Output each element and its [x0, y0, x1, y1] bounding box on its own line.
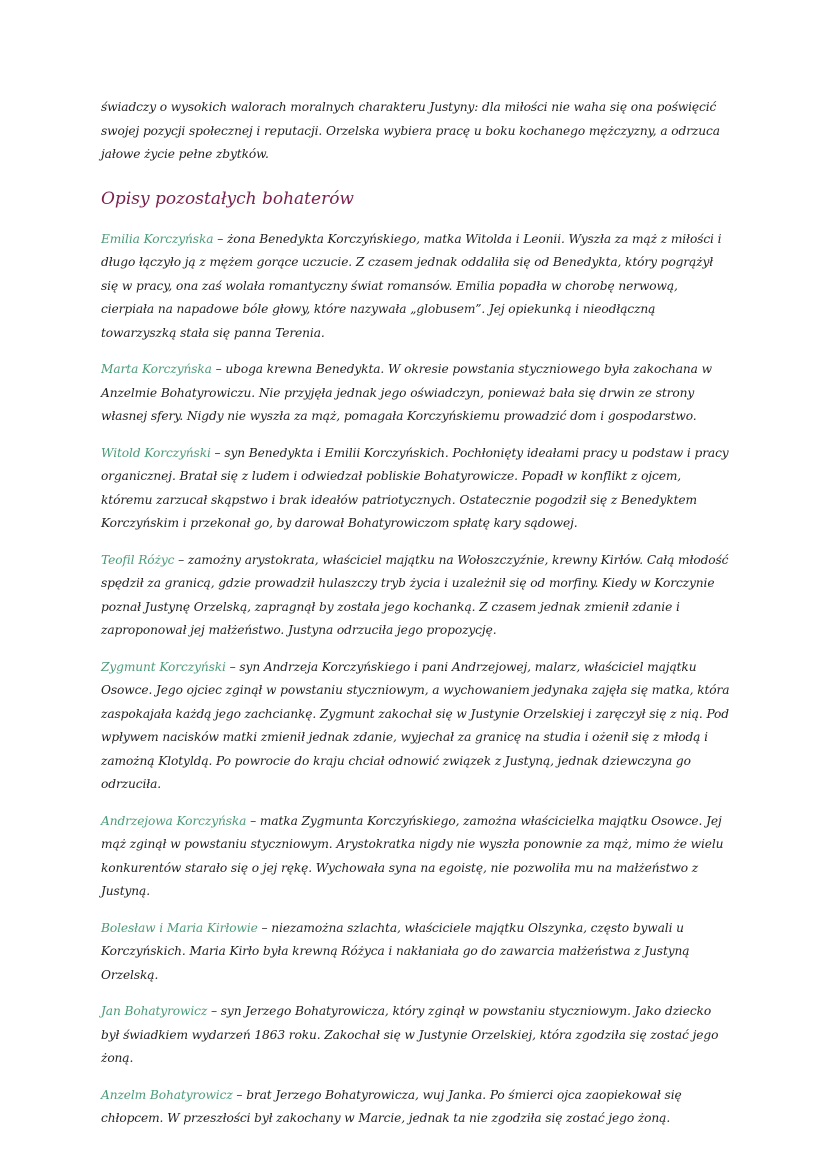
character-description: – niezamożna szlachta, właściciele majątku Olszynka, często bywali u Korczyńskich. Maria Kirło była krewną Różyca i nakłaniała go do zawarcia małżeństwa z Justyną Orzelską.	[101, 920, 690, 982]
character-name: Anzelm Bohatyrowicz	[101, 1087, 233, 1102]
character-description: – syn Jerzego Bohatyrowicza, który zginął w powstaniu styczniowym. Jako dziecko był świadkiem wydarzeń 1863 roku. Zakochał się w Justynie Orzelskiej, która zgodziła się zostać jego żoną.	[101, 1004, 719, 1065]
character-description: – zamożny arystokrata, właściciel majątku na Wołoszczyźnie, krewny Kirłów. Całą młodość spędził za granicą, gdzie prowadził hulaszczy tryb życia i uzależnił się od morfiny. Kiedy w Korczynie poznał Justynę Orzelską, zapragnął by została jego kochanką. Z czasem jednak zmienił zdanie i zaproponował jej małżeństwo. Justyna odrzuciła jego propozycję.	[101, 552, 729, 637]
character-name: Andrzejowa Korczyńska	[101, 813, 247, 828]
character-entry	[101, 549, 731, 643]
character-entry	[101, 442, 731, 536]
character-entry	[101, 228, 731, 346]
character-entry	[101, 1000, 731, 1071]
character-description: – uboga krewna Benedykta. W okresie powstania styczniowego była zakochana w Anzelmie Bohatyrowiczu. Nie przyjęła jednak jego oświadczyn, ponieważ bała się drwin ze strony własnej sfery. Nigdy nie wyszła za mąż, pomagała Korczyńskiemu prowadzić dom i gospodarstwo.	[101, 362, 712, 423]
character-entry	[101, 1084, 731, 1131]
character-name: Emilia Korczyńska	[101, 231, 214, 246]
character-description: – brat Jerzego Bohatyrowicza, wuj Janka. Po śmierci ojca zaopiekował się chłopcem. W przeszłości był zakochany w Marcie, jednak ta nie zgodziła się zostać jego żoną.	[101, 1087, 682, 1125]
character-entry	[101, 810, 731, 904]
intro-paragraph: świadczy o wysokich walorach moralnych charakteru Justyny: dla miłości nie waha się ona poświęcić swojej pozycji społecznej i reputacji. Orzelska wybiera pracę u boku kochanego mężczyzny, a odrzuca jałowe życie pełne zbytków.	[101, 100, 720, 161]
character-description: – żona Benedykta Korczyńskiego, matka Witolda i Leonii. Wyszła za mąż z miłości i długo łączyło ją z mężem gorące uczucie. Z czasem jednak oddaliła się od Benedykta, który pogrążył się w pracy, ona zaś wolała romantyczny świat romansów. Emilia popadła w chorobę nerwową, cierpiała na napadowe bóle głowy, które nazywała „globusem”. Jej opiekunką i nieodłączną towarzyszką stała się panna Terenia.	[101, 231, 722, 340]
character-name: Zygmunt Korczyński	[101, 659, 226, 674]
document-page	[101, 96, 731, 1144]
character-name: Marta Korczyńska	[101, 362, 212, 376]
character-description: – syn Andrzeja Korczyńskiego i pani Andrzejowej, malarz, właściciel majątku Osowce. Jego ojciec zginął w powstaniu styczniowym, a wychowaniem jedynaka zajęła się matka, która zaspokajała każdą jego zachciankę. Zygmunt zakochał się w Justynie Orzelskiej i zaręczył się z nią. Pod wpływem nacisków matki zmienił jednak zdanie, wyjechał za granicę na studia i ożenił się z młodą i zamożną Klotyldą. Po powrocie do kraju chciał odnowić związek z Justyną, jednak dziewczyna go odrzuciła.	[101, 659, 730, 791]
character-name: Jan Bohatyrowicz	[101, 1004, 208, 1018]
character-description: – matka Zygmunta Korczyńskiego, zamożna właścicielka majątku Osowce. Jej mąż zginął w powstaniu styczniowym. Arystokratka nigdy nie wyszła ponownie za mąż, mimo że wielu konkurentów starało się o jej rękę. Wychowała syna na egoistę, nie pozwoliła mu na małżeństwo z Justyną.	[101, 813, 724, 898]
character-name: Teofil Różyc	[101, 552, 175, 567]
character-name: Bolesław i Maria Kirłowie	[101, 920, 258, 935]
character-entry	[101, 358, 731, 429]
section-heading: Opisy pozostałych bohaterów	[101, 188, 354, 209]
character-entry	[101, 656, 731, 797]
character-entry	[101, 917, 731, 988]
character-name: Witold Korczyński	[101, 445, 211, 460]
character-description: – syn Benedykta i Emilii Korczyńskich. Pochłonięty ideałami pracy u podstaw i pracy organicznej. Bratał się z ludem i odwiedzał pobliskie Bohatyrowicze. Popadł w konflikt z ojcem, któremu zarzucał skąpstwo i brak ideałów patriotycznych. Ostatecznie pogodził się z Benedyktem Korczyńskim i przekonał go, by darował Bohatyrowiczom spłatę kary sądowej.	[101, 445, 729, 530]
